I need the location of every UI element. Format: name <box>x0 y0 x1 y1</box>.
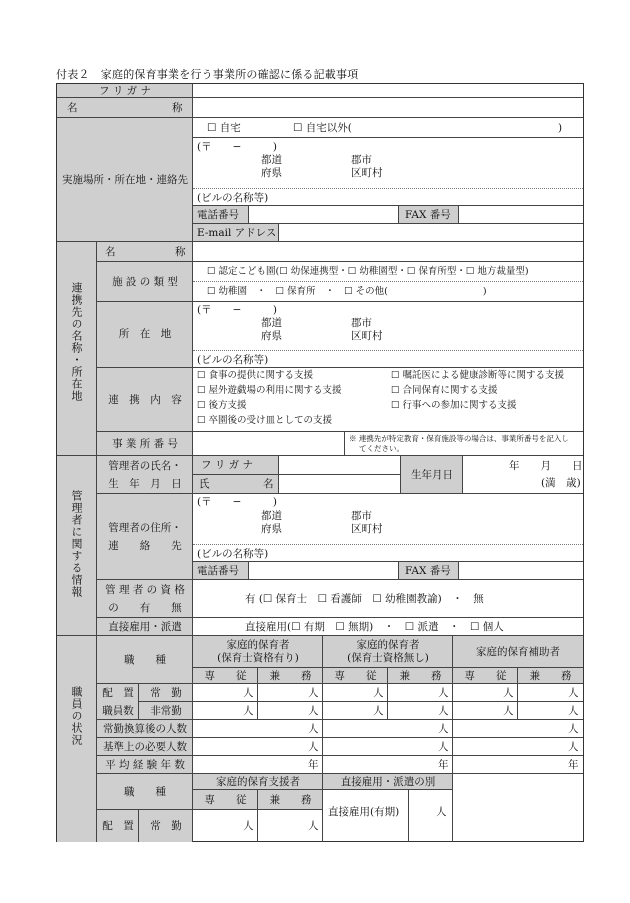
fulltime-col2-count-unit: 人 <box>308 687 319 699</box>
avg-years-col3-value-unit: 年 <box>568 759 579 771</box>
parttime-col6-count-unit: 人 <box>568 705 579 717</box>
manager-address-label-1: 管理者の住所・ <box>108 522 182 534</box>
fulltime-col5-count[interactable] <box>453 684 518 702</box>
facility-type-row1[interactable]: ☐ 認定こども園(☐ 幼保連携型・☐ 幼稚園型・☐ 保育所型・☐ 地方裁量型) <box>207 266 529 277</box>
manager-shimei-label-cell <box>193 475 279 494</box>
name-input[interactable] <box>193 98 583 118</box>
office-number-note <box>345 432 583 456</box>
fulltime-col5-count-unit: 人 <box>503 687 514 699</box>
phone-fax-row <box>193 206 583 224</box>
email-row <box>193 224 583 242</box>
col1-full-label <box>193 668 258 684</box>
manager-prefecture-1: 都道 <box>261 510 282 522</box>
parttime-col3-count[interactable] <box>323 702 388 720</box>
fulltime-label: 常 勤 <box>150 687 182 699</box>
office-number-input[interactable] <box>193 432 345 456</box>
coop-doctor-support[interactable]: ☐ 嘱託医による健康診断等に関する支援 <box>391 370 565 381</box>
employment-label: 直接雇用・派遣 <box>108 621 182 633</box>
staff-section-label-cell <box>57 636 97 842</box>
facility-type-label: 施 設 の 類 型 <box>112 276 178 288</box>
manager-name-input[interactable] <box>279 475 401 494</box>
partner-building-row[interactable] <box>193 350 583 368</box>
fulltime-col1-count-unit: 人 <box>243 687 254 699</box>
partner-section-label-cell <box>57 242 97 456</box>
furigana-input[interactable] <box>193 84 583 98</box>
qualification-choices[interactable]: 有 (☐ 保育士 ☐ 看護師 ☐ 幼稚園教諭) ・ 無 <box>245 593 484 605</box>
fulltime-col3-count[interactable] <box>323 684 388 702</box>
col3-header <box>453 636 583 668</box>
fax-label-cell <box>399 206 459 223</box>
qualification-label-1: 管 理 者 の 資 格 <box>105 584 185 596</box>
parttime-col2-count-unit: 人 <box>308 705 319 717</box>
furigana-label: フ リ ガ ナ <box>98 85 151 97</box>
col1-header-line2: (保育士資格有り) <box>217 652 299 664</box>
partner-postal-code: (〒 − ) <box>197 304 277 316</box>
name-label-cell <box>57 98 193 118</box>
manager-city-1: 郡市 <box>351 510 372 522</box>
col3-full-text: 専 従 <box>464 670 507 682</box>
parttime-col6-count[interactable] <box>518 702 583 720</box>
manager-phone-input[interactable] <box>249 562 399 579</box>
support-full-count[interactable] <box>193 810 258 842</box>
fulltime-label-cell <box>139 684 193 702</box>
cooperation-options <box>193 368 583 432</box>
fte-col2-value-unit: 人 <box>438 723 449 735</box>
manager-fax-label-cell <box>399 562 459 579</box>
manager-fax-input[interactable] <box>459 562 583 579</box>
support-header <box>193 774 323 790</box>
partner-city-2: 区町村 <box>351 330 383 342</box>
employment-label-cell <box>97 618 193 636</box>
home-option-row <box>193 118 583 138</box>
staff-count-label: 職員数 <box>102 705 134 717</box>
parttime-col1-count-unit: 人 <box>243 705 254 717</box>
partner-address-block[interactable] <box>193 302 583 350</box>
manager-address-label-cell <box>97 494 193 580</box>
phone-label: 電話番号 <box>197 209 239 221</box>
partner-section-label: 連携先の名称・所在地 <box>70 282 83 402</box>
office-number-label: 事 業 所 番 号 <box>112 438 178 450</box>
employment-options <box>193 618 583 636</box>
required-col3-value-unit: 人 <box>568 741 579 753</box>
manager-address-block[interactable] <box>193 494 583 544</box>
manager-address-label-2: 連 絡 先 <box>108 540 182 552</box>
parttime-col1-count[interactable] <box>193 702 258 720</box>
partner-location-label: 所 在 地 <box>118 328 172 340</box>
office-number-note-line2: てください。 <box>359 444 404 453</box>
manager-name-label-2: 生 年 月 日 <box>108 478 182 490</box>
parttime-col4-count[interactable] <box>388 702 453 720</box>
avg-years-col2-value-unit: 年 <box>438 759 449 771</box>
support-conc-unit: 人 <box>308 820 319 832</box>
fulltime-col4-count-unit: 人 <box>438 687 449 699</box>
staff-section-label: 職員の状況 <box>70 686 83 746</box>
manager-fax-label: FAX 番号 <box>405 565 451 577</box>
required-col3-value[interactable] <box>453 738 583 756</box>
fte-col2-value[interactable] <box>323 720 453 738</box>
phone-label-cell <box>193 206 249 223</box>
manager-furigana-label-cell <box>193 456 279 475</box>
direct-fixed-unit: 人 <box>436 806 447 818</box>
support-header-label: 家庭的保育支援者 <box>216 776 300 788</box>
parttime-label: 非常勤 <box>150 705 182 717</box>
partner-building-label: (ビルの名称等) <box>197 354 269 366</box>
col1-header-line1: 家庭的保育者 <box>226 639 290 651</box>
fulltime-label-cell-2 <box>139 810 193 842</box>
registration-form <box>56 83 584 842</box>
required-col1-value[interactable] <box>193 738 323 756</box>
col1-full-text: 専 従 <box>204 670 247 682</box>
parttime-col4-count-unit: 人 <box>438 705 449 717</box>
employment-choices[interactable]: 直接雇用(☐ 有期 ☐ 無期) ・ ☐ 派遣 ・ ☐ 個人 <box>245 621 504 633</box>
parttime-label-cell <box>139 702 193 720</box>
fulltime-col4-count[interactable] <box>388 684 453 702</box>
fte-col1-value-unit: 人 <box>308 723 319 735</box>
fulltime-col3-count-unit: 人 <box>373 687 384 699</box>
direct-employ-header <box>323 774 453 790</box>
qualification-label-2: の 有 無 <box>108 602 182 614</box>
birth-label-cell <box>401 456 463 494</box>
avg-years-col2-value[interactable] <box>323 756 453 774</box>
fte-col3-value-unit: 人 <box>568 723 579 735</box>
coop-graduation-support[interactable]: ☐ 卒園後の受け皿としての支援 <box>197 415 333 426</box>
partner-city-1: 郡市 <box>351 317 372 329</box>
fulltime-col2-count[interactable] <box>258 684 323 702</box>
location-label-cell <box>57 118 193 242</box>
address-block[interactable] <box>193 138 583 188</box>
col1-conc-text: 兼 務 <box>269 670 312 682</box>
city-label-1: 郡市 <box>351 154 372 166</box>
manager-name-label-1: 管理者の氏名・ <box>108 460 182 472</box>
partner-name-label-end: 称 <box>175 246 186 258</box>
placement-label-cell <box>97 684 139 720</box>
dotted-divider <box>193 281 583 282</box>
col3-header-label: 家庭的保育補助者 <box>476 646 560 658</box>
col2-full-text: 専 従 <box>334 670 377 682</box>
col2-conc-label <box>388 668 453 684</box>
avg-years-col1-value[interactable] <box>193 756 323 774</box>
parttime-col2-count[interactable] <box>258 702 323 720</box>
partner-name-label-start: 名 <box>105 246 116 258</box>
col2-conc-text: 兼 務 <box>399 670 442 682</box>
support-conc-count[interactable] <box>258 810 323 842</box>
facility-type-row2[interactable]: ☐ 幼稚園 ・ ☐ 保育所 ・ ☐ その他( ) <box>207 286 487 297</box>
manager-phone-label-cell <box>193 562 249 579</box>
col1-header <box>193 636 323 668</box>
fax-label: FAX 番号 <box>405 209 451 221</box>
fte-label-cell <box>97 720 193 738</box>
direct-fixed-label: 直接雇用(有期) <box>328 806 400 818</box>
fulltime-col6-count-unit: 人 <box>568 687 579 699</box>
paren-close: ) <box>558 122 563 134</box>
direct-fixed-cell <box>323 790 409 842</box>
support-full-label <box>193 790 258 810</box>
manager-building-label: (ビルの名称等) <box>197 548 269 560</box>
birth-label: 生年月日 <box>411 469 453 481</box>
parttime-col3-count-unit: 人 <box>373 705 384 717</box>
office-number-label-cell <box>97 432 193 456</box>
name-label-end: 称 <box>172 102 183 114</box>
avg-years-label: 平 均 経 験 年 数 <box>105 759 185 771</box>
coop-joint-care-support[interactable]: ☐ 合同保育に関する支援 <box>391 385 498 396</box>
manager-furigana-input[interactable] <box>279 456 401 475</box>
col3-full-label <box>453 668 518 684</box>
qualification-options <box>193 580 583 618</box>
job-type-label-2: 職 種 <box>124 786 166 798</box>
partner-location-label-cell <box>97 302 193 368</box>
parttime-col5-count[interactable] <box>453 702 518 720</box>
email-input[interactable] <box>279 224 583 241</box>
coop-meal-support[interactable]: ☐ 食事の提供に関する支援 <box>197 370 314 381</box>
manager-building-row[interactable] <box>193 544 583 562</box>
col3-conc-label <box>518 668 583 684</box>
required-label: 基準上の必要人数 <box>103 741 187 753</box>
email-label-cell <box>193 224 279 241</box>
prefecture-label-2: 府県 <box>261 167 282 179</box>
partner-prefecture-1: 都道 <box>261 317 282 329</box>
partner-prefecture-2: 府県 <box>261 330 282 342</box>
birth-date-input[interactable] <box>463 456 583 494</box>
fte-label: 常勤換算後の人数 <box>103 723 187 735</box>
parttime-col5-count-unit: 人 <box>503 705 514 717</box>
cooperation-label-cell <box>97 368 193 432</box>
required-col2-value[interactable] <box>323 738 453 756</box>
email-label: E-mail アドレス <box>197 227 277 239</box>
office-number-note-line1: ※ 連携先が特定教育・保育施設等の場合は、事業所番号を記入し <box>349 434 569 443</box>
location-label: 実施場所・所在地・連絡先 <box>62 174 188 186</box>
name-label-start: 名 <box>67 102 78 114</box>
facility-type-options <box>193 262 583 302</box>
support-conc-label <box>258 790 323 810</box>
phone-input[interactable] <box>249 206 399 223</box>
other-location-checkbox[interactable]: ☐ 自宅以外( <box>293 122 352 134</box>
fulltime-label-2: 常 勤 <box>150 820 182 832</box>
building-row[interactable] <box>193 188 583 206</box>
manager-shimei-label-end: 名 <box>263 478 274 490</box>
coop-backup-support[interactable]: ☐ 後方支援 <box>197 400 247 411</box>
direct-fixed-count[interactable] <box>409 790 453 842</box>
manager-city-2: 区町村 <box>351 523 383 535</box>
city-label-2: 区町村 <box>351 167 383 179</box>
manager-phone-fax-row <box>193 562 583 580</box>
fte-col3-value[interactable] <box>453 720 583 738</box>
cooperation-label: 連 携 内 容 <box>108 394 182 406</box>
support-full-text: 専 従 <box>204 794 247 806</box>
direct-employ-header-label: 直接雇用・派遣の別 <box>340 776 436 788</box>
required-col1-value-unit: 人 <box>308 741 319 753</box>
placement-label: 配 置 <box>102 687 134 699</box>
manager-prefecture-2: 府県 <box>261 523 282 535</box>
placement-label-cell-2 <box>97 810 139 842</box>
job-type-label: 職 種 <box>124 654 166 666</box>
required-label-cell <box>97 738 193 756</box>
placement-label-2: 配 置 <box>102 820 134 832</box>
col2-header-line1: 家庭的保育者 <box>356 639 420 651</box>
manager-section-label-cell <box>57 456 97 636</box>
building-label: (ビルの名称等) <box>197 192 269 204</box>
facility-type-label-cell <box>97 262 193 302</box>
partner-name-label-cell <box>97 242 193 262</box>
manager-phone-label: 電話番号 <box>197 565 239 577</box>
postal-code: (〒 − ) <box>197 141 277 153</box>
job-type-label-cell-2 <box>97 774 193 810</box>
manager-section-label: 管理者に関する情報 <box>70 490 83 598</box>
prefecture-label-1: 都道 <box>261 154 282 166</box>
manager-shimei-label-start: 氏 <box>199 478 210 490</box>
fulltime-col1-count[interactable] <box>193 684 258 702</box>
col2-full-label <box>323 668 388 684</box>
birth-age: (満 歳) <box>541 477 581 489</box>
col2-header-line2: (保育士資格無し) <box>347 652 429 664</box>
col2-header <box>323 636 453 668</box>
coop-playground-support[interactable]: ☐ 屋外遊戯場の利用に関する支援 <box>197 385 342 396</box>
home-checkbox[interactable]: ☐ 自宅 <box>207 122 241 134</box>
manager-postal-code: (〒 − ) <box>197 496 277 508</box>
col3-conc-text: 兼 務 <box>529 670 572 682</box>
coop-event-support[interactable]: ☐ 行事への参加に関する支援 <box>391 400 517 411</box>
job-type-label-cell <box>97 636 193 684</box>
required-col2-value-unit: 人 <box>438 741 449 753</box>
manager-furigana-label: フ リ ガ ナ <box>201 459 254 471</box>
form-title: 付表２ 家庭的保育事業を行う事業所の確認に係る記載事項 <box>56 68 359 81</box>
birth-ymd: 年 月 日 <box>509 460 583 472</box>
fulltime-col6-count[interactable] <box>518 684 583 702</box>
partner-name-input[interactable] <box>193 242 583 262</box>
avg-years-col1-value-unit: 年 <box>308 759 319 771</box>
col1-conc-label <box>258 668 323 684</box>
avg-years-col3-value[interactable] <box>453 756 583 774</box>
support-full-unit: 人 <box>243 820 254 832</box>
manager-name-label-cell <box>97 456 193 494</box>
furigana-label-cell <box>57 84 193 98</box>
fax-input[interactable] <box>459 206 583 223</box>
avg-years-label-cell <box>97 756 193 774</box>
fte-col1-value[interactable] <box>193 720 323 738</box>
qualification-label-cell <box>97 580 193 618</box>
support-conc-text: 兼 務 <box>269 794 312 806</box>
